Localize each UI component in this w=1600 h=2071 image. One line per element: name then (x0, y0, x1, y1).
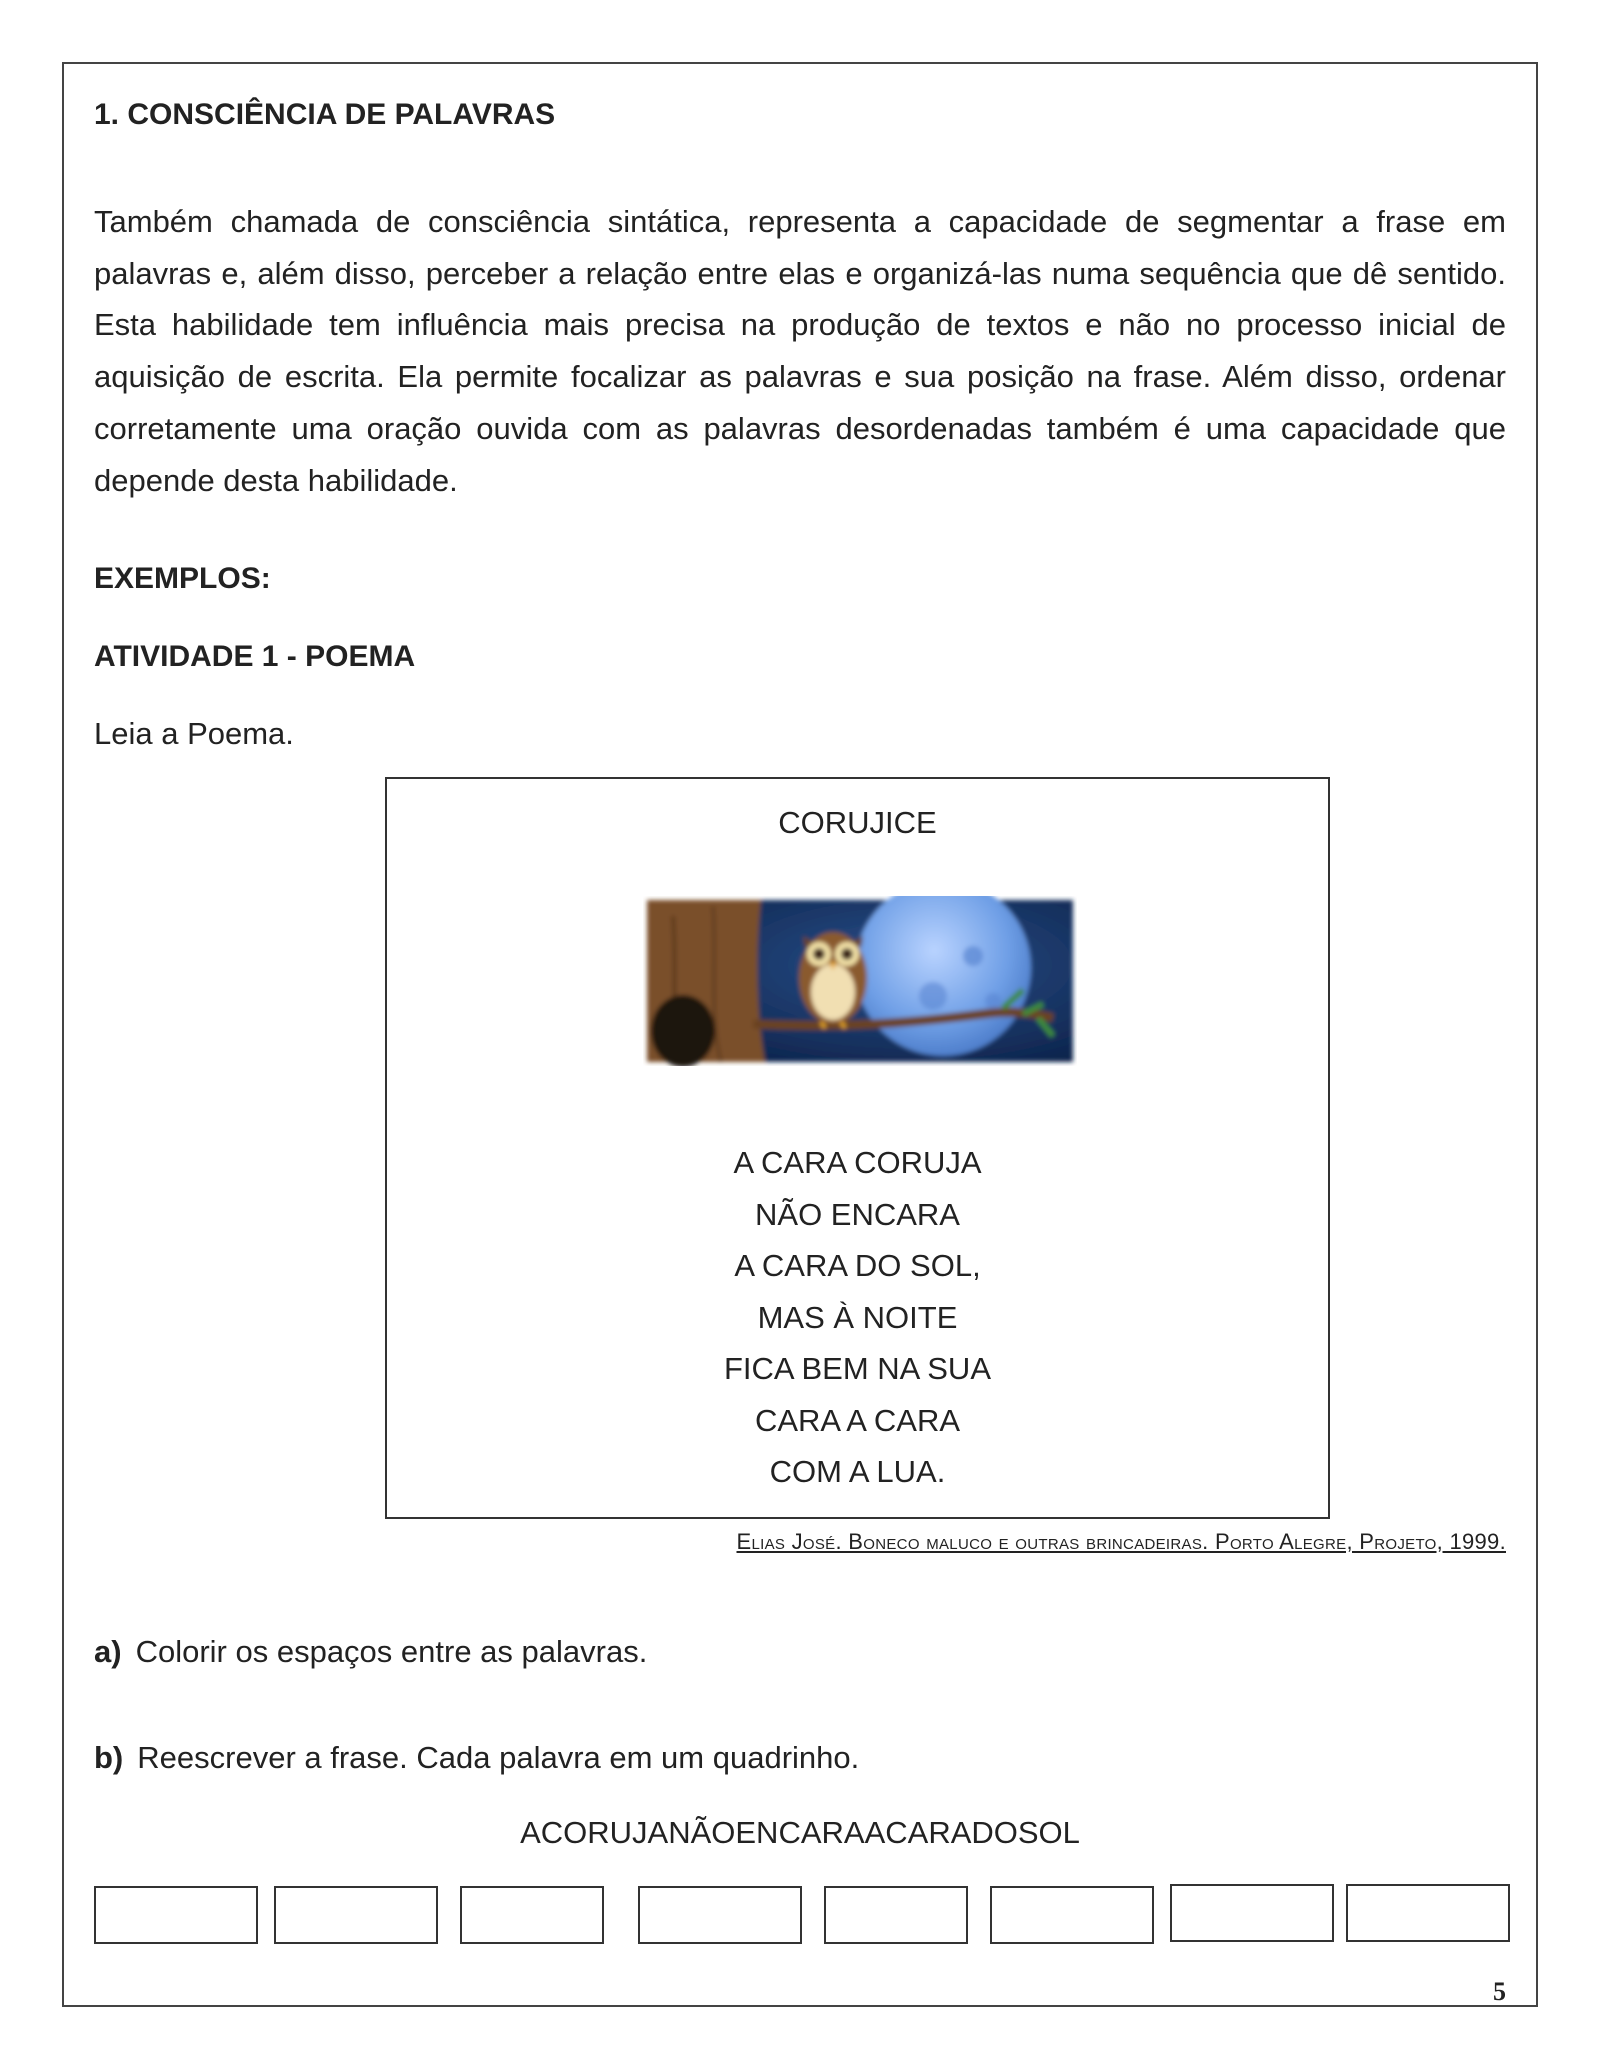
poem-line: A CARA DO SOL, (734, 1248, 981, 1283)
poem-line: NÃO ENCARA (755, 1196, 960, 1232)
task-a-text: Colorir os espaços entre as palavras. (135, 1634, 648, 1669)
answer-box-6[interactable] (990, 1886, 1154, 1944)
poem-stanza (387, 1137, 1328, 1498)
task-b-text: Reescrever a frase. Cada palavra em um quadrinho. (137, 1740, 860, 1775)
task-b (94, 1740, 859, 1776)
activity-instruction: Leia a Poema. (94, 716, 294, 751)
answer-box-8[interactable] (1346, 1884, 1510, 1942)
task-a-marker: a) (94, 1634, 122, 1669)
merged-sentence: ACORUJANÃOENCARAACARADOSOL (520, 1815, 1080, 1850)
poem-line: MAS À NOITE (757, 1299, 958, 1335)
poem-title: CORUJICE (778, 805, 937, 840)
intro-paragraph: Também chamada de consciência sintática, representa a capacidade de segmentar a frase em palavras e, além disso, perceber a relação entre elas e organizá-las numa sequência que dê sentido. Esta habilidade tem influência mais precisa na produção de textos e não no processo inicial de aquisição de escrita. Ela permite focalizar as palavras e sua posição na frase. Além disso, ordenar corretamente uma oração ouvida com as palavras desordenadas também é uma capacidade que depende desta habilidade. (94, 204, 1506, 498)
poem-box (385, 777, 1330, 1519)
poem-citation: Elias José. Boneco maluco e outras brincadeiras. Porto Alegre, Projeto, 1999. (736, 1529, 1506, 1554)
page-number: 5 (1493, 1977, 1506, 2006)
poem-line: A CARA CORUJA (733, 1145, 982, 1180)
poem-line: CARA A CARA (754, 1402, 961, 1438)
answer-box-5[interactable] (824, 1886, 968, 1944)
answer-box-2[interactable] (274, 1886, 438, 1944)
examples-label: EXEMPLOS: (94, 562, 271, 595)
owl-moon-illustration (643, 896, 1077, 1066)
poem-line: COM A LUA. (769, 1454, 946, 1489)
activity-title: ATIVIDADE 1 - POEMA (94, 640, 416, 673)
task-b-marker: b) (94, 1740, 124, 1775)
task-a (94, 1634, 647, 1670)
answer-box-7[interactable] (1170, 1884, 1334, 1942)
answer-box-4[interactable] (638, 1886, 802, 1944)
poem-line: FICA BEM NA SUA (723, 1351, 991, 1386)
section-heading: 1. CONSCIÊNCIA DE PALAVRAS (94, 98, 556, 131)
answer-box-1[interactable] (94, 1886, 258, 1944)
answer-box-3[interactable] (460, 1886, 604, 1944)
